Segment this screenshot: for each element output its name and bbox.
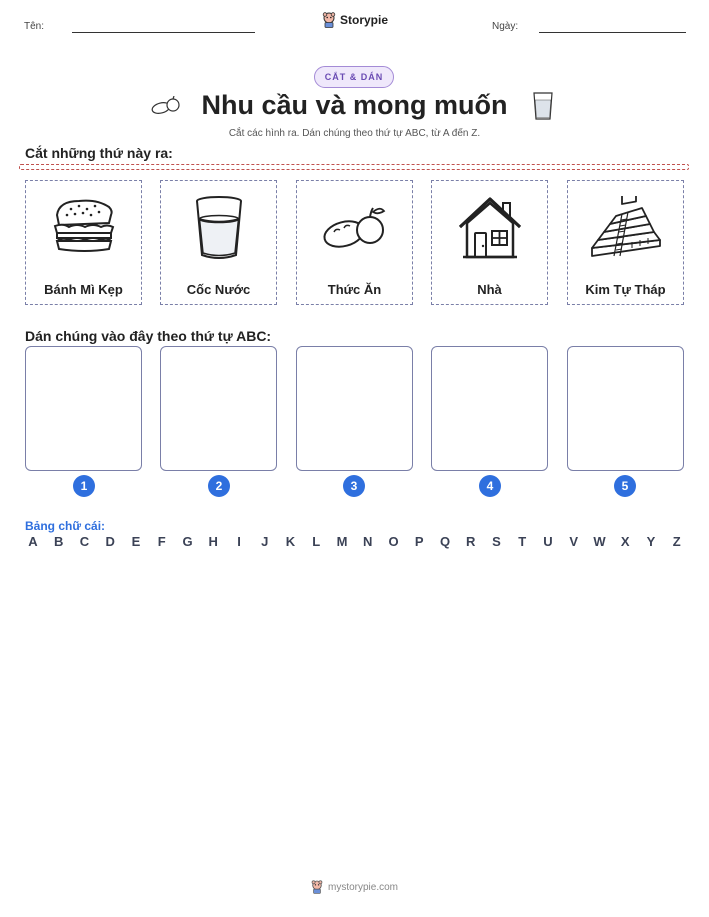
alphabet-letter: C xyxy=(79,534,90,549)
card-label: Nhà xyxy=(477,282,502,297)
footer xyxy=(0,880,709,894)
alphabet-letter: E xyxy=(131,534,141,549)
alphabet-letter: Y xyxy=(646,534,656,549)
alphabet-letter: F xyxy=(157,534,166,549)
alphabet-letter: S xyxy=(492,534,501,549)
alphabet-letter: R xyxy=(466,534,476,549)
alphabet-letter: M xyxy=(336,534,348,549)
water-glass-icon xyxy=(191,193,247,263)
cut-section-label: Cắt những thứ này ra: xyxy=(25,145,173,161)
name-line[interactable] xyxy=(72,32,255,33)
cut-card-sandwich[interactable] xyxy=(25,180,142,305)
alphabet-label: Bảng chữ cái: xyxy=(25,519,106,533)
brand-logo xyxy=(322,12,388,28)
alphabet-letter: J xyxy=(261,534,269,549)
slot-number-5: 5 xyxy=(614,475,636,497)
paste-slot-2[interactable] xyxy=(160,346,277,471)
alphabet-letter: B xyxy=(54,534,64,549)
alphabet-letter: V xyxy=(569,534,579,549)
alphabet-letter: P xyxy=(414,534,424,549)
alphabet-letter: X xyxy=(620,534,630,549)
date-line[interactable] xyxy=(539,32,686,33)
house-icon xyxy=(455,193,525,263)
alphabet-letter: D xyxy=(105,534,115,549)
paste-slot-5[interactable] xyxy=(567,346,684,471)
alphabet-letter: H xyxy=(208,534,218,549)
paste-slot-1[interactable] xyxy=(25,346,142,471)
alphabet-row xyxy=(25,534,685,549)
alphabet-letter: K xyxy=(285,534,296,549)
name-label: Tên: xyxy=(24,21,45,32)
alphabet-letter: I xyxy=(237,534,241,549)
alphabet-letter: N xyxy=(363,534,373,549)
brand-name: Storypie xyxy=(340,13,389,27)
page-title: Nhu cầu và mong muốn xyxy=(201,90,508,120)
alphabet-letter: Q xyxy=(439,534,451,549)
storypie-mascot-icon xyxy=(311,880,323,894)
alphabet-letter: A xyxy=(28,534,38,549)
cut-card-water-glass[interactable] xyxy=(160,180,277,305)
water-glass-small-icon xyxy=(532,91,554,121)
alphabet-letter: W xyxy=(593,534,606,549)
cut-line xyxy=(19,164,689,170)
paste-slot-4[interactable] xyxy=(431,346,548,471)
storypie-mascot-icon xyxy=(322,12,336,28)
alphabet-letter: U xyxy=(543,534,553,549)
cut-card-pyramid[interactable] xyxy=(567,180,684,305)
footer-link[interactable]: mystorypie.com xyxy=(327,881,398,893)
instructions: Cắt các hình ra. Dán chúng theo thứ tự ABC, từ A đến Z. xyxy=(228,128,481,139)
pyramid-icon xyxy=(588,196,664,260)
activity-badge: CẮT & DÁN xyxy=(314,66,394,88)
slot-number-2: 2 xyxy=(208,475,230,497)
paste-section-label: Dán chúng vào đây theo thứ tự ABC: xyxy=(25,328,272,344)
sandwich-icon xyxy=(49,193,119,263)
food-icon xyxy=(320,198,390,258)
cut-card-house[interactable] xyxy=(431,180,548,305)
slot-number-3: 3 xyxy=(343,475,365,497)
slot-number-1: 1 xyxy=(73,475,95,497)
card-label: Bánh Mì Kẹp xyxy=(44,282,123,297)
cut-card-food[interactable] xyxy=(296,180,413,305)
card-label: Kim Tự Tháp xyxy=(585,282,666,297)
date-label: Ngày: xyxy=(492,21,519,32)
paste-slot-3[interactable] xyxy=(296,346,413,471)
alphabet-letter: L xyxy=(312,534,321,549)
card-label: Cốc Nước xyxy=(186,282,251,297)
alphabet-letter: O xyxy=(388,534,399,549)
alphabet-letter: Z xyxy=(672,534,681,549)
alphabet-letter: T xyxy=(518,534,527,549)
card-label: Thức Ăn xyxy=(327,282,382,297)
alphabet-letter: G xyxy=(182,534,193,549)
slot-number-4: 4 xyxy=(479,475,501,497)
